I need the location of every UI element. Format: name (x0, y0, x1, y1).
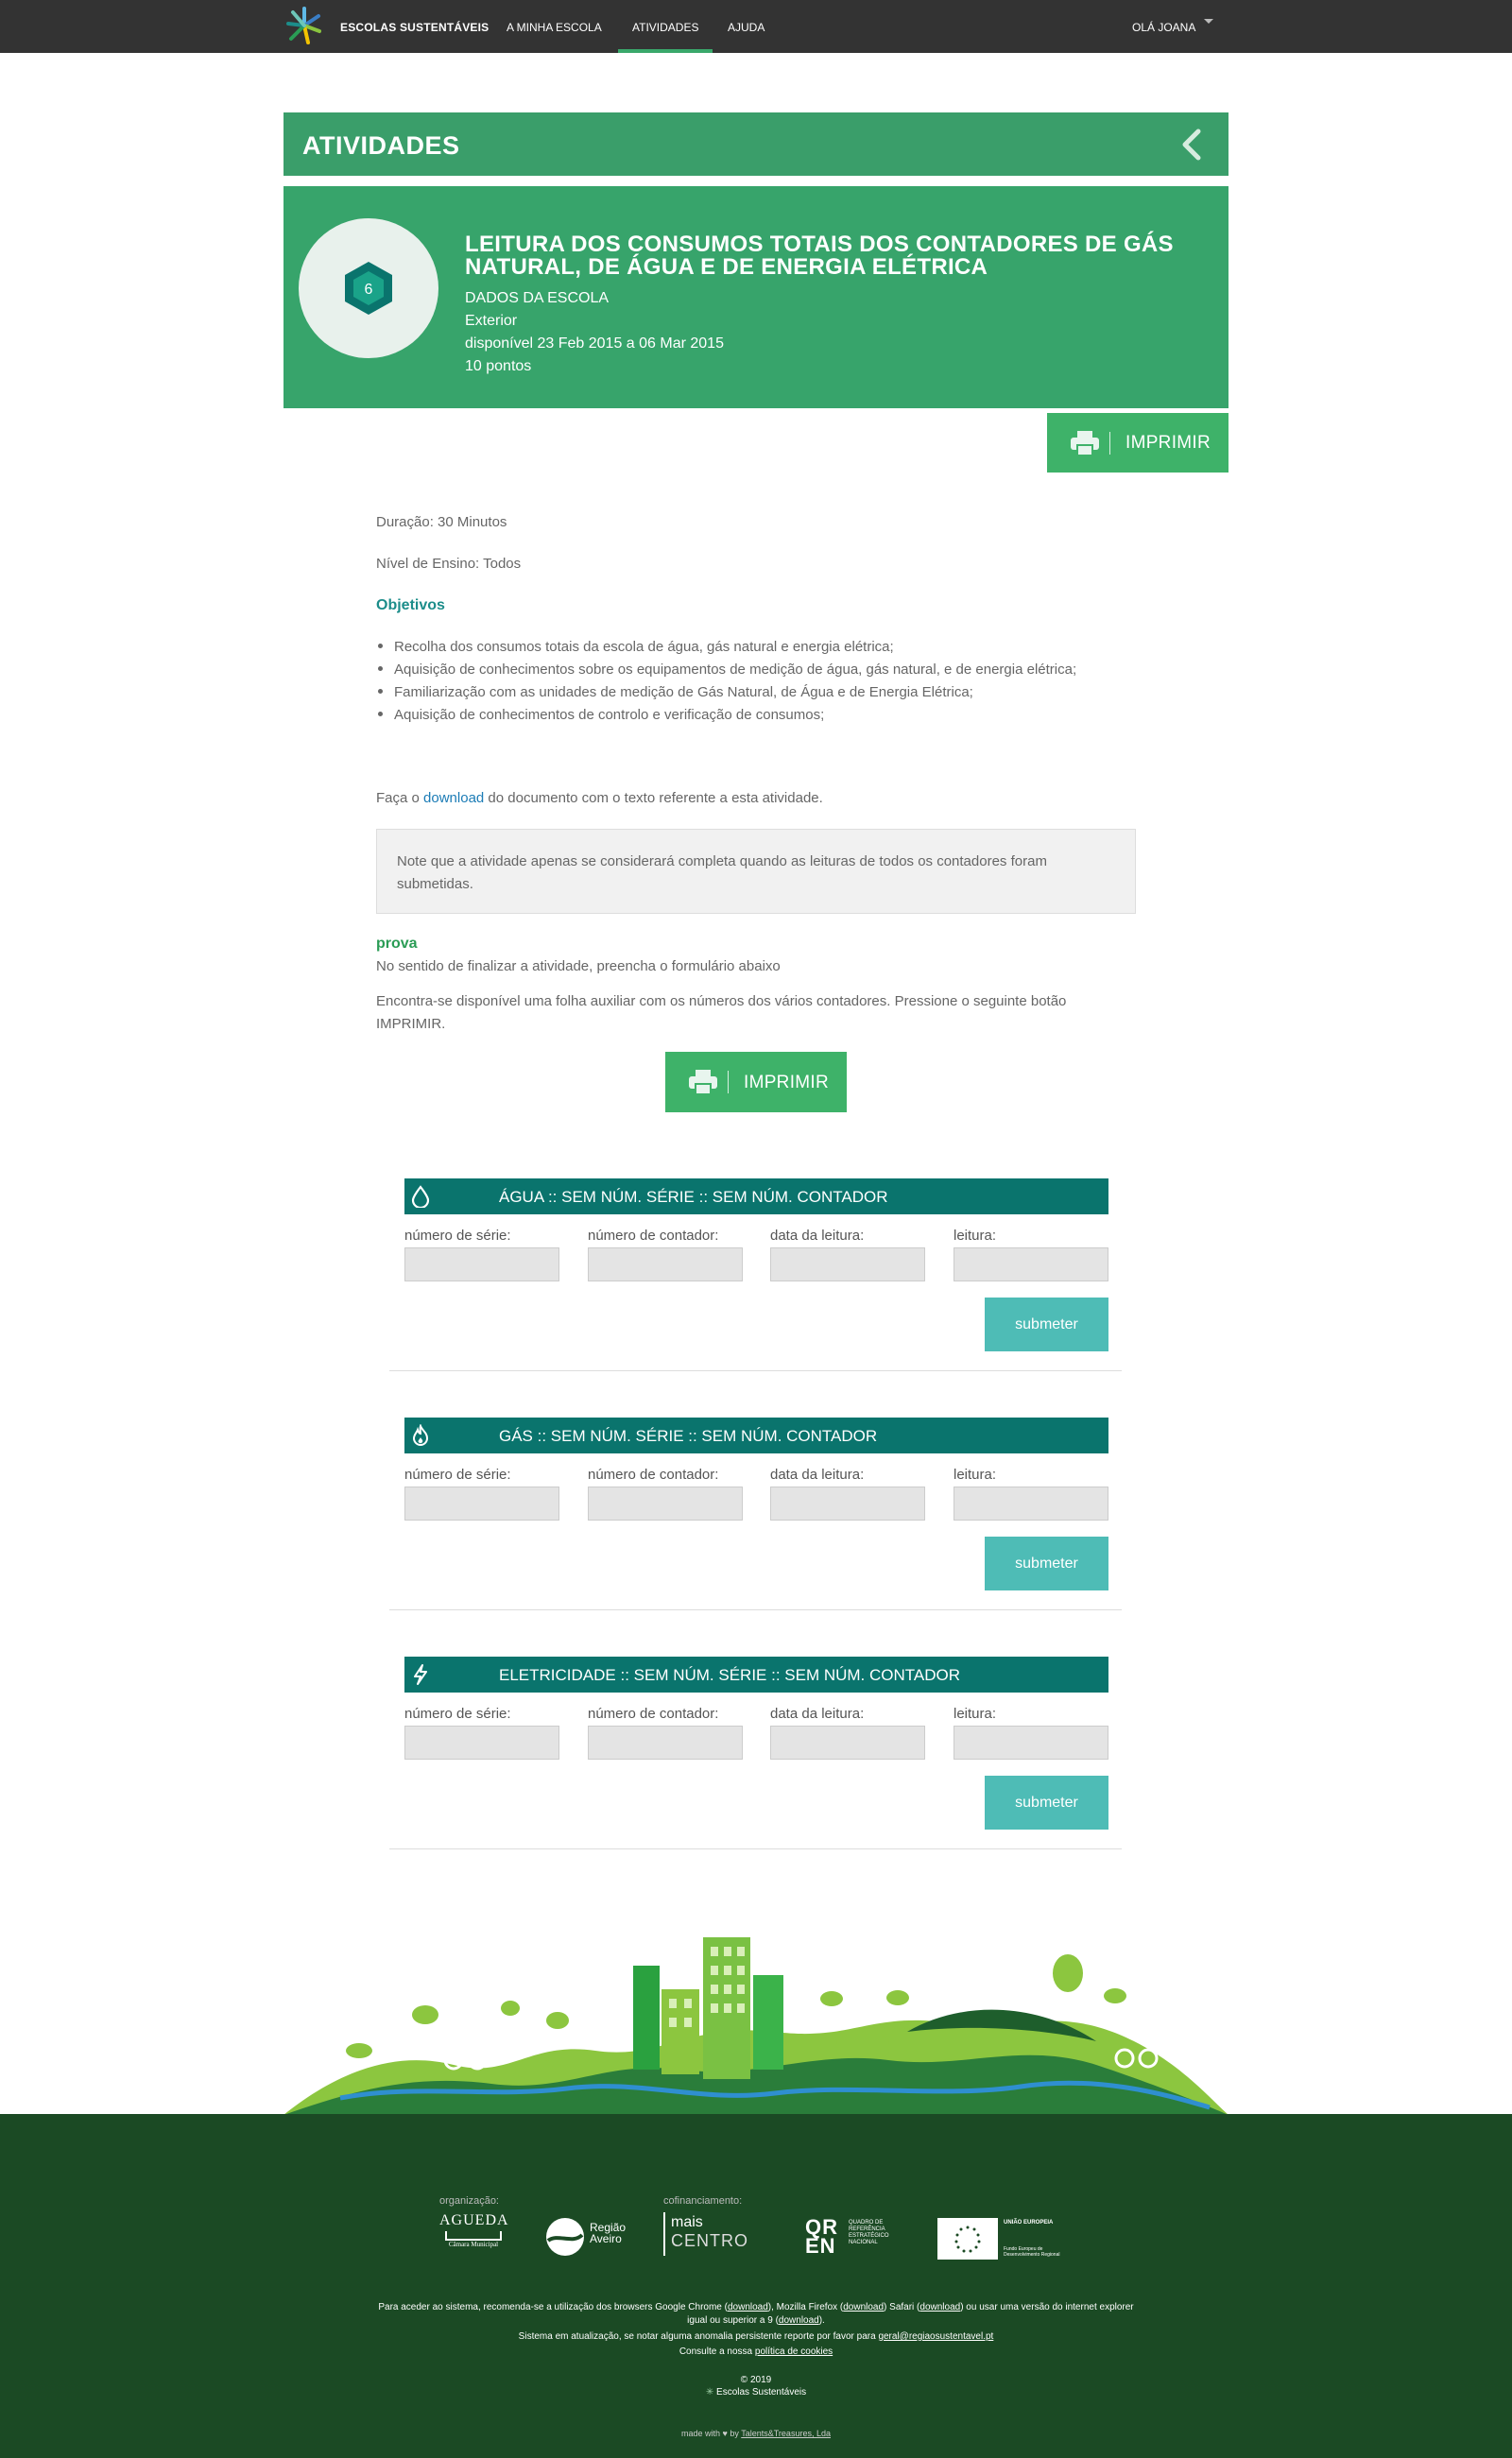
bullet-icon (378, 712, 383, 716)
ie-download-link[interactable]: download (778, 2315, 819, 2326)
objective-item (378, 707, 824, 723)
activity-card (284, 186, 1228, 408)
submit-button[interactable]: submeter (985, 1537, 1108, 1590)
eu-text: UNIÃO EUROPEIA (1004, 2220, 1054, 2226)
meter-title: ÁGUA :: SEM NÚM. SÉRIE :: SEM NÚM. CONTADOR (499, 1188, 888, 1206)
objective-item (378, 684, 973, 700)
browser-recommendation (284, 2302, 1228, 2312)
chevron-down-icon[interactable] (1204, 19, 1213, 24)
activity-category: DADOS DA ESCOLA (465, 290, 610, 306)
meter-form-agua (404, 1178, 1108, 1358)
download-paragraph (376, 790, 823, 806)
prova-text: No sentido de finalizar a atividade, preencha o formulário abaixo (376, 958, 781, 974)
meter-form-gas (404, 1418, 1108, 1597)
objectives-heading: Objetivos (376, 597, 445, 613)
page-title: ATIVIDADES (302, 131, 460, 160)
lightning-icon (410, 1663, 431, 1686)
feder-text: Fundo Europeu de Desenvolvimento Regional (1004, 2246, 1060, 2258)
download-prefix: Faça o (376, 790, 424, 806)
meter-header (404, 1418, 1108, 1453)
made-with-credit (284, 2429, 1228, 2438)
agueda-logo-subtext: Câmara Municipal (448, 2241, 499, 2248)
objective-text: Recolha dos consumos totais da escola de água, gás natural e energia elétrica; (394, 639, 894, 655)
reading-date-input[interactable] (770, 1487, 925, 1521)
completion-note-text: Note que a atividade apenas se considerará completa quando as leituras de todos os contadores foram submetidas. (397, 853, 1047, 892)
bullet-icon (378, 666, 383, 671)
contact-email-link[interactable]: geral@regiaosustentavel.pt (878, 2331, 994, 2342)
objective-item (378, 639, 894, 655)
browser-text: ) Safari ( (884, 2302, 920, 2312)
section-divider (389, 1609, 1122, 1610)
activity-title: LEITURA DOS CONSUMOS TOTAIS DOS CONTADORES DE GÁS NATURAL, DE ÁGUA E DE ENERGIA ELÉTRICA (465, 232, 1174, 280)
nav-link-minha-escola[interactable]: A MINHA ESCOLA (507, 21, 602, 34)
print-button-middle[interactable] (665, 1052, 847, 1112)
button-separator (728, 1071, 729, 1093)
objective-text: Aquisição de conhecimentos sobre os equipamentos de medição de água, gás natural, e de energia elétrica; (394, 662, 1077, 678)
logo-bar (663, 2212, 665, 2256)
cofinancing-label: cofinanciamento: (663, 2195, 743, 2207)
chevron-left-icon[interactable] (1177, 128, 1206, 162)
counter-number-label: número de contador: (588, 1467, 719, 1483)
submit-button[interactable]: submeter (985, 1298, 1108, 1351)
bullet-icon (378, 689, 383, 694)
meter-form-eletricidade (404, 1657, 1108, 1836)
meter-title: GÁS :: SEM NÚM. SÉRIE :: SEM NÚM. CONTADOR (499, 1427, 878, 1445)
reading-date-label: data da leitura: (770, 1706, 865, 1722)
organization-label: organização: (439, 2195, 499, 2207)
counter-number-label: número de contador: (588, 1228, 719, 1244)
city-landscape-illustration (284, 1909, 1228, 2115)
printer-icon (688, 1069, 718, 1095)
section-divider (389, 1370, 1122, 1371)
download-link[interactable]: download (423, 790, 485, 806)
meter-header (404, 1657, 1108, 1693)
counter-number-input[interactable] (588, 1247, 743, 1281)
page-header (284, 112, 1228, 179)
copyright-brand-line (284, 2387, 1228, 2398)
water-drop-icon (410, 1185, 431, 1208)
mais-text: mais (671, 2214, 703, 2230)
print-button-top[interactable] (1047, 413, 1228, 473)
qren-letters-icon: QR EN (805, 2215, 838, 2258)
safari-download-link[interactable]: download (919, 2302, 961, 2312)
activity-icon-circle (299, 218, 438, 358)
update-text: Sistema em atualização, se notar alguma anomalia persistente reporte por favor para (518, 2331, 879, 2342)
section-divider (389, 1848, 1122, 1849)
browser-recommendation-2 (284, 2315, 1228, 2326)
reading-date-label: data da leitura: (770, 1228, 865, 1244)
cookies-policy-link[interactable]: política de cookies (754, 2346, 833, 2357)
logo-icon[interactable] (284, 5, 325, 46)
serial-number-input[interactable] (404, 1487, 559, 1521)
update-notice (284, 2331, 1228, 2342)
nav-link-ajuda[interactable]: AJUDA (728, 21, 765, 34)
reading-label: leitura: (954, 1228, 997, 1244)
hexagon-badge-icon (342, 260, 395, 317)
activity-badge-number: 6 (364, 282, 373, 298)
active-tab-indicator (618, 49, 713, 53)
qren-text: QUADRO DE REFERÊNCIA ESTRATÉGICO NACIONAL (849, 2220, 889, 2245)
level-text: Nível de Ensino: Todos (376, 556, 522, 572)
counter-number-input[interactable] (588, 1487, 743, 1521)
prova-heading: prova (376, 936, 418, 952)
submit-button[interactable]: submeter (985, 1776, 1108, 1830)
small-logo-icon: ✳ (705, 2387, 714, 2398)
made-with-text: made with ♥ by (681, 2429, 742, 2438)
regiao-text: Região (590, 2221, 627, 2234)
regiao-aveiro-logo-text (590, 2222, 626, 2244)
activity-points: 10 pontos (465, 358, 532, 374)
navbar-inner (284, 0, 1228, 53)
centro-text: CENTRO (671, 2231, 748, 2250)
counter-number-label: número de contador: (588, 1706, 719, 1722)
meter-header (404, 1178, 1108, 1214)
reading-label: leitura: (954, 1467, 997, 1483)
browser-text: ), Mozilla Firefox ( (767, 2302, 844, 2312)
meter-title: ELETRICIDADE :: SEM NÚM. SÉRIE :: SEM NÚM. CONTADOR (499, 1666, 961, 1684)
objective-item (378, 662, 1076, 678)
serial-number-label: número de série: (404, 1467, 511, 1483)
serial-number-label: número de série: (404, 1706, 511, 1722)
mais-centro-logo[interactable] (663, 2212, 767, 2260)
printer-icon (1070, 430, 1100, 456)
agueda-logo-text: AGUEDA (439, 2212, 509, 2228)
print-button-label: IMPRIMIR (1125, 433, 1211, 453)
serial-number-input[interactable] (404, 1726, 559, 1760)
reading-label: leitura: (954, 1706, 997, 1722)
activity-availability: disponível 23 Feb 2015 a 06 Mar 2015 (465, 335, 724, 352)
cookies-text: Consulte a nossa (679, 2346, 755, 2357)
browser-text: ). (818, 2315, 825, 2326)
nav-link-atividades[interactable]: ATIVIDADES (632, 21, 699, 34)
top-navbar (0, 0, 1512, 53)
completion-note-box (376, 829, 1136, 914)
reading-input[interactable] (954, 1726, 1108, 1760)
bullet-icon (378, 644, 383, 648)
duration-text: Duração: 30 Minutos (376, 514, 507, 530)
objective-text: Familiarização com as unidades de medição de Gás Natural, de Água e de Energia Elétrica; (394, 684, 973, 700)
browser-text: igual ou superior a 9 ( (687, 2315, 779, 2326)
button-separator (1109, 432, 1110, 455)
objective-text: Aquisição de conhecimentos de controlo e verificação de consumos; (394, 707, 825, 723)
reading-input[interactable] (954, 1247, 1108, 1281)
download-suffix: do documento com o texto referente a esta atividade. (484, 790, 823, 806)
cookies-notice (284, 2346, 1228, 2357)
agueda-logo[interactable] (439, 2212, 507, 2256)
firefox-download-link[interactable]: download (843, 2302, 885, 2312)
qren-logo[interactable] (805, 2215, 900, 2260)
reading-input[interactable] (954, 1487, 1108, 1521)
aveiro-text: Aveiro (590, 2232, 622, 2245)
regiao-aveiro-logo[interactable] (544, 2216, 631, 2260)
helper-text: Encontra-se disponível uma folha auxiliar com os números dos vários contadores. Pressione o seguinte botão IMPRIMIR. (376, 993, 1067, 1032)
copyright-brand: Escolas Sustentáveis (716, 2387, 807, 2398)
credit-link[interactable]: Talents&Treasures, Lda (741, 2429, 831, 2438)
activity-location: Exterior (465, 313, 518, 329)
reading-date-input[interactable] (770, 1247, 925, 1281)
eu-stars-icon (937, 2218, 998, 2260)
site-footer (0, 2114, 1512, 2458)
reading-date-label: data da leitura: (770, 1467, 865, 1483)
eu-logo[interactable] (937, 2218, 1079, 2260)
regiao-aveiro-emblem-icon (544, 2216, 586, 2258)
flame-icon (410, 1424, 431, 1447)
eu-flag-icon (937, 2218, 998, 2260)
counter-number-input[interactable] (588, 1726, 743, 1760)
chrome-download-link[interactable]: download (727, 2302, 768, 2312)
serial-number-label: número de série: (404, 1228, 511, 1244)
copyright: © 2019 (740, 2375, 772, 2385)
print-button-label: IMPRIMIR (744, 1073, 830, 1092)
brand-name[interactable]: ESCOLAS SUSTENTÁVEIS (340, 21, 490, 34)
reading-date-input[interactable] (770, 1726, 925, 1760)
serial-number-input[interactable] (404, 1247, 559, 1281)
browser-text: ) ou usar uma versão do internet explorer (960, 2302, 1134, 2312)
building-icon (445, 2231, 502, 2241)
user-menu[interactable]: OLÁ JOANA (1132, 21, 1196, 34)
browser-text: Para aceder ao sistema, recomenda-se a utilização dos browsers Google Chrome ( (378, 2302, 728, 2312)
